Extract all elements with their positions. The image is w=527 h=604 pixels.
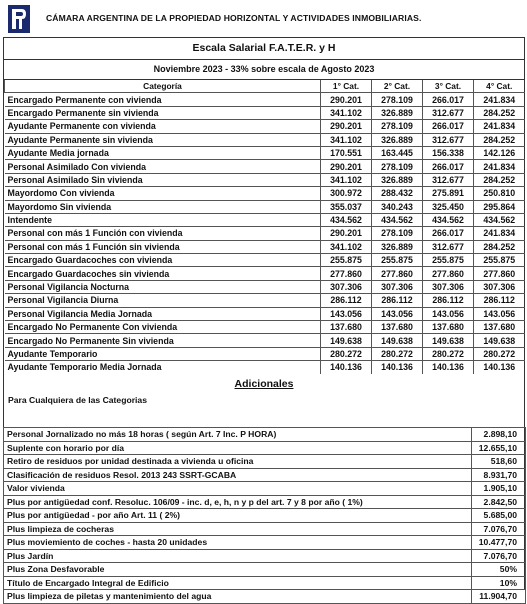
list-item xyxy=(4,522,526,536)
category-cell: Personal Vigilancia Media Jornada xyxy=(5,307,321,320)
column-header: Categoría xyxy=(5,80,321,93)
salary-cell: 307.306 xyxy=(321,280,372,293)
list-item xyxy=(4,509,526,523)
document-header xyxy=(0,0,527,36)
salary-cell: 300.972 xyxy=(321,187,372,200)
table-row xyxy=(5,280,525,293)
category-cell: Ayudante Media jornada xyxy=(5,146,321,159)
salary-cell: 284.252 xyxy=(474,106,525,119)
list-item xyxy=(4,441,526,455)
salary-cell: 286.112 xyxy=(423,294,474,307)
adicional-description: Plus Jardín xyxy=(4,549,472,563)
salary-cell: 250.810 xyxy=(474,187,525,200)
salary-cell: 326.889 xyxy=(372,133,423,146)
table-row xyxy=(5,267,525,280)
organization-name: CÁMARA ARGENTINA DE LA PROPIEDAD HORIZONTAL Y ACTIVIDADES INMOBILIARIAS. xyxy=(46,13,422,23)
salary-cell: 355.037 xyxy=(321,200,372,213)
adicionales-subtitle: Para Cualquiera de las Categorias xyxy=(8,394,147,405)
salary-cell: 284.252 xyxy=(474,240,525,253)
salary-cell: 307.306 xyxy=(372,280,423,293)
adicional-value: 518,60 xyxy=(472,455,526,469)
adicional-description: Plus limpieza de piletas y mantenimiento del agua xyxy=(4,590,472,604)
adicional-value: 50% xyxy=(472,563,526,577)
list-item xyxy=(4,590,526,604)
category-cell: Personal Asimilado Con vivienda xyxy=(5,160,321,173)
category-cell: Ayudante Permanente sin vivienda xyxy=(5,133,321,146)
table-row xyxy=(5,173,525,186)
category-cell: Ayudante Temporario Media Jornada xyxy=(5,361,321,374)
salary-cell: 341.102 xyxy=(321,240,372,253)
adicionales-section xyxy=(4,374,524,410)
salary-cell: 280.272 xyxy=(321,347,372,360)
salary-cell: 341.102 xyxy=(321,173,372,186)
salary-cell: 326.889 xyxy=(372,106,423,119)
salary-cell: 255.875 xyxy=(474,254,525,267)
salary-cell: 277.860 xyxy=(321,267,372,280)
salary-cell: 255.875 xyxy=(372,254,423,267)
list-item xyxy=(4,576,526,590)
salary-cell: 149.638 xyxy=(423,334,474,347)
table-row xyxy=(5,307,525,320)
salary-cell: 278.109 xyxy=(372,93,423,106)
salary-cell: 143.056 xyxy=(474,307,525,320)
organization-logo-icon xyxy=(8,5,30,33)
category-cell: Mayordomo Sin vivienda xyxy=(5,200,321,213)
adicional-description: Clasificación de residuos Resol. 2013 243 SSRT-GCABA xyxy=(4,468,472,482)
salary-cell: 143.056 xyxy=(372,307,423,320)
salary-cell: 341.102 xyxy=(321,133,372,146)
category-cell: Encargado Guardacoches sin vivienda xyxy=(5,267,321,280)
salary-cell: 280.272 xyxy=(474,347,525,360)
list-item xyxy=(4,455,526,469)
salary-table-header xyxy=(5,80,525,93)
salary-cell: 312.677 xyxy=(423,173,474,186)
salary-cell: 278.109 xyxy=(372,227,423,240)
category-cell: Personal Vigilancia Diurna xyxy=(5,294,321,307)
list-item xyxy=(4,536,526,550)
table-row xyxy=(5,200,525,213)
salary-cell: 326.889 xyxy=(372,173,423,186)
salary-cell: 290.201 xyxy=(321,93,372,106)
salary-cell: 290.201 xyxy=(321,227,372,240)
category-cell: Encargado Guardacoches con vivienda xyxy=(5,254,321,267)
adicional-value: 11.904,70 xyxy=(472,590,526,604)
table-row xyxy=(5,240,525,253)
adicional-description: Suplente con horario por día xyxy=(4,441,472,455)
table-row xyxy=(5,93,525,106)
category-cell: Personal con más 1 Función sin vivienda xyxy=(5,240,321,253)
salary-cell: 149.638 xyxy=(372,334,423,347)
adicional-value: 10.477,70 xyxy=(472,536,526,550)
salary-cell: 284.252 xyxy=(474,173,525,186)
table-row xyxy=(5,187,525,200)
category-cell: Intendente xyxy=(5,213,321,226)
salary-cell: 280.272 xyxy=(372,347,423,360)
salary-cell: 163.445 xyxy=(372,146,423,159)
list-item xyxy=(4,549,526,563)
salary-cell: 434.562 xyxy=(423,213,474,226)
salary-cell: 277.860 xyxy=(474,267,525,280)
category-cell: Encargado No Permanente Sin vivienda xyxy=(5,334,321,347)
category-cell: Personal Asimilado Sin vivienda xyxy=(5,173,321,186)
adicional-value: 8.931,70 xyxy=(472,468,526,482)
salary-cell: 326.889 xyxy=(372,240,423,253)
scale-title: Escala Salarial F.A.T.E.R. y H xyxy=(4,38,524,60)
salary-table-body xyxy=(5,93,525,374)
salary-cell: 137.680 xyxy=(474,321,525,334)
adicionales-table-body xyxy=(4,428,526,604)
salary-cell: 266.017 xyxy=(423,160,474,173)
adicional-value: 12.655,10 xyxy=(472,441,526,455)
salary-cell: 290.201 xyxy=(321,160,372,173)
table-row xyxy=(5,133,525,146)
list-item xyxy=(4,482,526,496)
salary-cell: 149.638 xyxy=(321,334,372,347)
salary-cell: 340.243 xyxy=(372,200,423,213)
category-cell: Encargado Permanente con vivienda xyxy=(5,93,321,106)
category-cell: Ayudante Temporario xyxy=(5,347,321,360)
list-item xyxy=(4,495,526,509)
adicional-value: 2.842,50 xyxy=(472,495,526,509)
table-row xyxy=(5,347,525,360)
salary-cell: 140.136 xyxy=(321,361,372,374)
salary-cell: 241.834 xyxy=(474,120,525,133)
salary-cell: 307.306 xyxy=(423,280,474,293)
salary-cell: 170.551 xyxy=(321,146,372,159)
adicional-description: Plus por antigüedad - por año Art. 11 ( 2%) xyxy=(4,509,472,523)
salary-cell: 290.201 xyxy=(321,120,372,133)
salary-cell: 255.875 xyxy=(423,254,474,267)
adicional-description: Título de Encargado Integral de Edificio xyxy=(4,576,472,590)
column-header: 4° Cat. xyxy=(474,80,525,93)
column-header: 3° Cat. xyxy=(423,80,474,93)
list-item xyxy=(4,428,526,442)
table-row xyxy=(5,146,525,159)
adicional-value: 10% xyxy=(472,576,526,590)
salary-cell: 434.562 xyxy=(372,213,423,226)
table-row xyxy=(5,213,525,226)
adicional-description: Retiro de residuos por unidad destinada a vivienda u oficina xyxy=(4,455,472,469)
salary-cell: 312.677 xyxy=(423,240,474,253)
salary-cell: 288.432 xyxy=(372,187,423,200)
salary-cell: 241.834 xyxy=(474,227,525,240)
salary-cell: 255.875 xyxy=(321,254,372,267)
adicional-value: 7.076,70 xyxy=(472,549,526,563)
salary-cell: 312.677 xyxy=(423,133,474,146)
salary-cell: 142.126 xyxy=(474,146,525,159)
salary-cell: 286.112 xyxy=(321,294,372,307)
category-cell: Personal con más 1 Función con vivienda xyxy=(5,227,321,240)
salary-cell: 286.112 xyxy=(372,294,423,307)
salary-cell: 312.677 xyxy=(423,106,474,119)
adicional-value: 1.905,10 xyxy=(472,482,526,496)
salary-cell: 325.450 xyxy=(423,200,474,213)
salary-cell: 278.109 xyxy=(372,120,423,133)
salary-cell: 241.834 xyxy=(474,160,525,173)
salary-cell: 278.109 xyxy=(372,160,423,173)
category-cell: Personal Vigilancia Nocturna xyxy=(5,280,321,293)
salary-cell: 143.056 xyxy=(321,307,372,320)
salary-cell: 341.102 xyxy=(321,106,372,119)
table-row xyxy=(5,106,525,119)
list-item xyxy=(4,468,526,482)
salary-cell: 275.891 xyxy=(423,187,474,200)
salary-cell: 137.680 xyxy=(321,321,372,334)
table-row xyxy=(5,294,525,307)
salary-cell: 295.864 xyxy=(474,200,525,213)
salary-cell: 149.638 xyxy=(474,334,525,347)
list-item xyxy=(4,563,526,577)
salary-cell: 140.136 xyxy=(423,361,474,374)
salary-cell: 266.017 xyxy=(423,93,474,106)
salary-table xyxy=(4,80,525,374)
scale-subtitle: Noviembre 2023 - 33% sobre escala de Agosto 2023 xyxy=(4,60,524,80)
adicional-value: 2.898,10 xyxy=(472,428,526,442)
salary-cell: 140.136 xyxy=(474,361,525,374)
category-cell: Encargado No Permanente Con vivienda xyxy=(5,321,321,334)
table-row xyxy=(5,120,525,133)
adicional-description: Valor vivienda xyxy=(4,482,472,496)
salary-cell: 156.338 xyxy=(423,146,474,159)
salary-cell: 266.017 xyxy=(423,227,474,240)
salary-cell: 434.562 xyxy=(321,213,372,226)
category-cell: Ayudante Permanente con vivienda xyxy=(5,120,321,133)
column-header: 1° Cat. xyxy=(321,80,372,93)
salary-cell: 280.272 xyxy=(423,347,474,360)
adicional-value: 7.076,70 xyxy=(472,522,526,536)
salary-cell: 277.860 xyxy=(423,267,474,280)
category-cell: Encargado Permanente sin vivienda xyxy=(5,106,321,119)
table-row xyxy=(5,227,525,240)
table-row xyxy=(5,334,525,347)
table-row xyxy=(5,160,525,173)
salary-cell: 434.562 xyxy=(474,213,525,226)
adicional-description: Plus Zona Desfavorable xyxy=(4,563,472,577)
adicional-description: Personal Jornalizado no más 18 horas ( según Art. 7 Inc. P HORA) xyxy=(4,428,472,442)
salary-cell: 137.680 xyxy=(372,321,423,334)
adicional-description: Plus moviemiento de coches - hasta 20 unidades xyxy=(4,536,472,550)
salary-cell: 286.112 xyxy=(474,294,525,307)
adicionales-title: Adicionales xyxy=(234,377,294,390)
adicional-description: Plus por antigüedad conf. Resoluc. 106/09 - inc. d, e, h, n y p del art. 7 y 8 por año ( 1%) xyxy=(4,495,472,509)
table-row xyxy=(5,254,525,267)
column-header: 2° Cat. xyxy=(372,80,423,93)
salary-cell: 140.136 xyxy=(372,361,423,374)
salary-cell: 307.306 xyxy=(474,280,525,293)
table-row xyxy=(5,321,525,334)
salary-cell: 137.680 xyxy=(423,321,474,334)
table-row xyxy=(5,361,525,374)
salary-cell: 266.017 xyxy=(423,120,474,133)
adicional-value: 5.685,00 xyxy=(472,509,526,523)
salary-cell: 277.860 xyxy=(372,267,423,280)
salary-cell: 284.252 xyxy=(474,133,525,146)
salary-cell: 241.834 xyxy=(474,93,525,106)
category-cell: Mayordomo Con vivienda xyxy=(5,187,321,200)
adicional-description: Plus limpieza de cocheras xyxy=(4,522,472,536)
salary-cell: 143.056 xyxy=(423,307,474,320)
adicionales-table xyxy=(3,427,526,604)
